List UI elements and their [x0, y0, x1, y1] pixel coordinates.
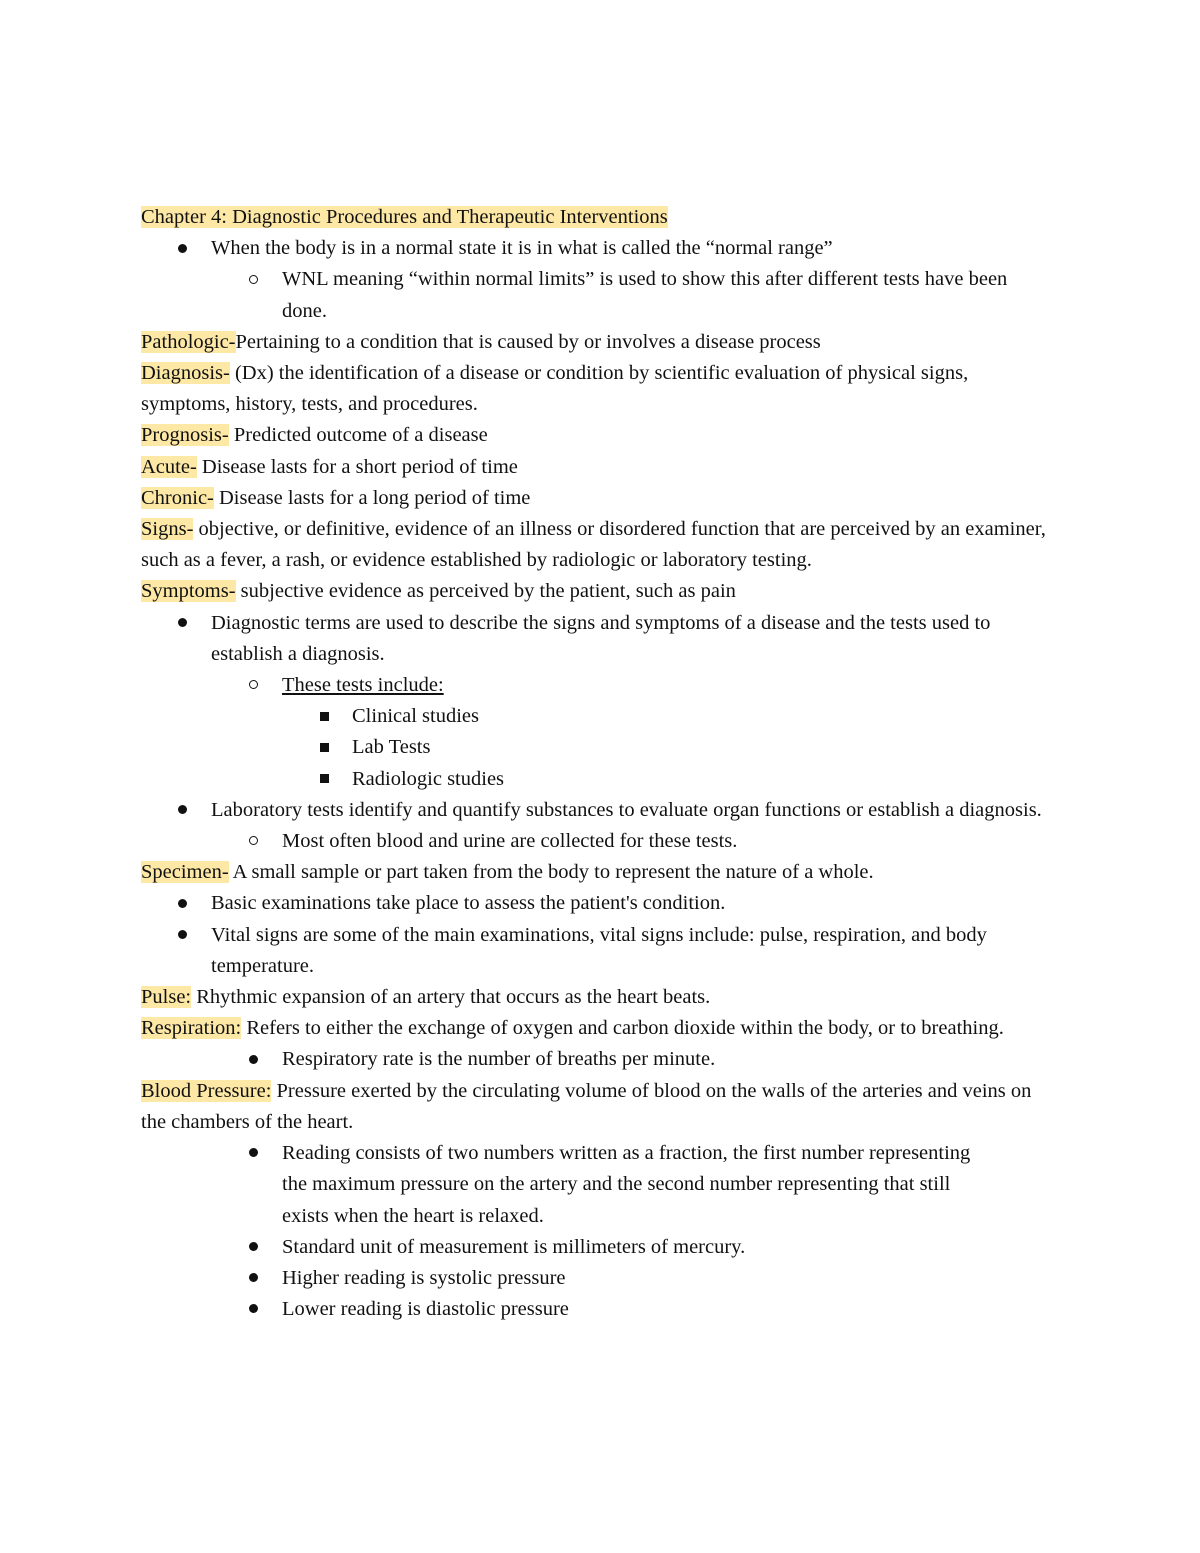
term-definition: Predicted outcome of a disease	[228, 424, 488, 447]
bullet-text: Most often blood and urine are collected for these tests.	[282, 830, 738, 853]
bullet-disc-icon	[238, 1044, 268, 1075]
term-label: Pathologic-	[141, 330, 236, 353]
bullet-disc-icon	[238, 1138, 268, 1169]
bullet-basic-exams	[141, 888, 1061, 919]
subbullet-blood-urine	[141, 826, 1061, 857]
bullet-text: WNL meaning “within normal limits” is used to show this after different tests have been done.	[282, 268, 1008, 322]
term-label: Blood Pressure:	[141, 1079, 272, 1102]
bullet-text: Higher reading is systolic pressure	[282, 1266, 566, 1289]
term-label: Respiration:	[141, 1017, 242, 1040]
bullet-text: Respiratory rate is the number of breaths per minute.	[282, 1048, 716, 1071]
definition-respiration	[141, 1013, 1061, 1044]
bullet-disc-icon	[238, 1263, 268, 1294]
term-definition: (Dx) the identification of a disease or condition by scientific evaluation of physical signs, symptoms, history, tests, and procedures.	[141, 362, 969, 416]
bullet-text: Standard unit of measurement is millimeters of mercury.	[282, 1235, 746, 1258]
definition-symptoms	[141, 576, 1061, 607]
bullet-disc-icon	[238, 1294, 268, 1325]
bullet-text: Basic examinations take place to assess the patient's condition.	[211, 892, 726, 915]
bullet-normal-range	[141, 233, 1061, 264]
list-item-test	[141, 701, 1061, 732]
term-definition: Pertaining to a condition that is caused by or involves a disease process	[235, 330, 821, 353]
bullet-text: Radiologic studies	[352, 767, 505, 790]
bullet-text: Lab Tests	[352, 736, 431, 759]
bullet-text: Clinical studies	[352, 705, 479, 728]
bullet-bp-systolic	[141, 1263, 1061, 1294]
subbullet-wnl	[141, 264, 1061, 326]
bullet-text: Diagnostic terms are used to describe the signs and symptoms of a disease and the tests used to establish a diagnosis.	[211, 611, 991, 665]
bullet-text: Reading consists of two numbers written as a fraction, the first number representing the maximum pressure on the artery and the second number representing that still exists when the heart is relaxed.	[282, 1142, 971, 1227]
bullet-bp-reading	[141, 1138, 1061, 1232]
term-definition: Rhythmic expansion of an artery that occurs as the heart beats.	[191, 986, 711, 1009]
list-item-test	[141, 732, 1061, 763]
bullet-respiratory-rate	[141, 1044, 1061, 1075]
term-label: Signs-	[141, 518, 194, 541]
definition-specimen	[141, 857, 1061, 888]
bullet-square-icon	[309, 701, 339, 732]
definition-signs	[141, 514, 1061, 576]
term-definition: Pressure exerted by the circulating volume of blood on the walls of the arteries and veins on the chambers of the heart.	[141, 1079, 1032, 1133]
term-definition: A small sample or part taken from the body to represent the nature of a whole.	[228, 861, 874, 884]
bullet-disc-icon	[167, 233, 197, 264]
term-definition: objective, or definitive, evidence of an illness or disordered function that are perceived by an examiner, such as a fever, a rash, or evidence established by radiologic or laboratory testing.	[141, 518, 1046, 572]
bullet-circle-icon	[238, 826, 268, 857]
bullet-circle-icon	[238, 670, 268, 701]
chapter-title: Chapter 4: Diagnostic Procedures and Therapeutic Interventions	[141, 206, 668, 228]
term-label: Pulse:	[141, 986, 192, 1009]
bullet-disc-icon	[238, 1232, 268, 1263]
bullet-disc-icon	[167, 920, 197, 951]
bullet-text: Laboratory tests identify and quantify substances to evaluate organ functions or establish a diagnosis.	[211, 798, 1042, 821]
bullet-diagnostic-terms	[141, 608, 1061, 670]
term-label: Acute-	[141, 455, 197, 478]
subbullet-tests-include	[141, 670, 1061, 701]
bullet-text: When the body is in a normal state it is in what is called the “normal range”	[211, 237, 833, 260]
definition-pathologic	[141, 327, 1061, 358]
term-label: Chronic-	[141, 486, 214, 509]
term-definition: subjective evidence as perceived by the patient, such as pain	[235, 580, 736, 603]
document-page	[141, 202, 1061, 1325]
bullet-circle-icon	[238, 264, 268, 295]
bullet-disc-icon	[167, 795, 197, 826]
list-item-test	[141, 764, 1061, 795]
bullet-disc-icon	[167, 608, 197, 639]
term-definition: Refers to either the exchange of oxygen and carbon dioxide within the body, or to breathing.	[241, 1017, 1004, 1040]
definition-diagnosis	[141, 358, 1061, 420]
bullet-bp-unit	[141, 1232, 1061, 1263]
bullet-disc-icon	[167, 888, 197, 919]
bullet-text: Lower reading is diastolic pressure	[282, 1298, 569, 1321]
term-label: Diagnosis-	[141, 362, 230, 385]
term-label: Symptoms-	[141, 580, 236, 603]
definition-chronic	[141, 483, 1061, 514]
term-definition: Disease lasts for a long period of time	[213, 486, 531, 509]
definition-prognosis	[141, 420, 1061, 451]
term-label: Specimen-	[141, 861, 229, 884]
definition-acute	[141, 452, 1061, 483]
definition-pulse	[141, 982, 1061, 1013]
bullet-laboratory-tests	[141, 795, 1061, 826]
bullet-text: Vital signs are some of the main examinations, vital signs include: pulse, respiration, and body temperature.	[211, 923, 987, 977]
bullet-square-icon	[309, 764, 339, 795]
bullet-square-icon	[309, 732, 339, 763]
chapter-title-line	[141, 202, 1061, 233]
definition-blood-pressure	[141, 1076, 1061, 1138]
bullet-bp-diastolic	[141, 1294, 1061, 1325]
bullet-vital-signs	[141, 920, 1061, 982]
term-label: Prognosis-	[141, 424, 229, 447]
bullet-text: These tests include:	[282, 674, 444, 697]
term-definition: Disease lasts for a short period of time	[196, 455, 518, 478]
